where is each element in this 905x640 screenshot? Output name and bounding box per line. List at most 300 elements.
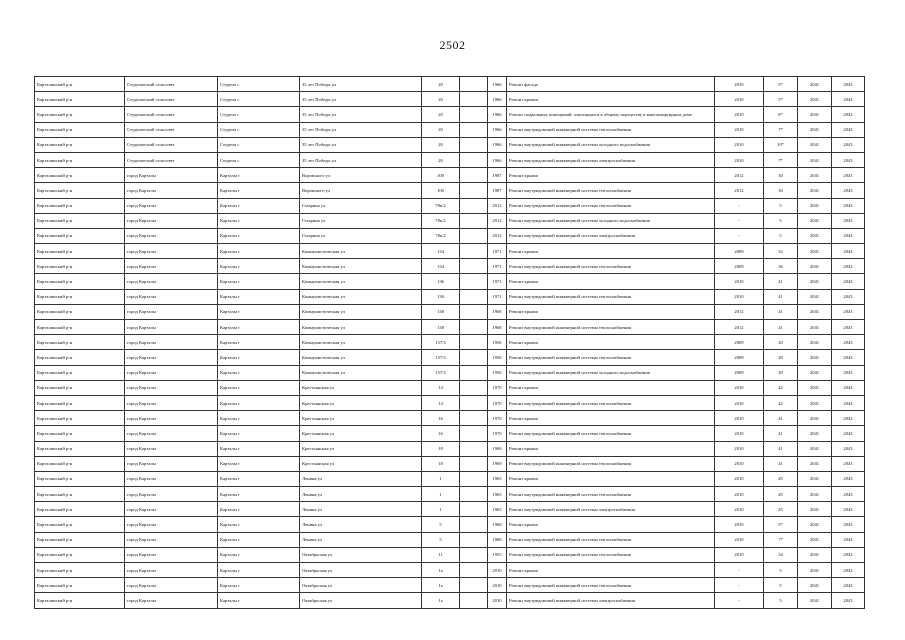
cell-wear-percent: 5 [764,228,798,243]
cell-municipality: город Карталы [125,517,218,532]
page-number: 2502 [439,38,466,52]
cell-locality: Карталы г [218,578,300,593]
cell-build-year: 2012 [488,213,507,228]
cell-plan-start-year: 2041 [798,77,832,92]
cell-last-repair-year: 2010 [715,487,764,502]
cell-house-number: 157/3 [422,365,460,380]
cell-build-year: 1971 [488,289,507,304]
cell-locality: Карталы г [218,274,300,289]
table-body [35,77,865,609]
cell-wear-percent: 36 [764,259,798,274]
cell-house-number: 11 [422,547,460,562]
cell-work-type: Ремонт крыши [507,380,715,395]
cell-locality: Карталы г [218,517,300,532]
cell-work-type: Ремонт внутридомовой инженерной системы теплоснабжения [507,198,715,213]
cell-work-type: Ремонт крыши [507,168,715,183]
cell-locality: Студенч с [218,122,300,137]
cell-last-repair-year: 2010 [715,426,764,441]
cell-locality: Карталы г [218,380,300,395]
cell-municipality: город Карталы [125,547,218,562]
cell-build-year: 1970 [488,411,507,426]
cell-municipality: город Карталы [125,487,218,502]
cell-work-type: Ремонт внутридомовой инженерной системы теплоснабжения [507,350,715,365]
cell-locality: Карталы г [218,320,300,335]
cell-plan-end-year: 2043 [832,350,865,365]
cell-street: Воровского ул [300,168,422,183]
cell-plan-end-year: 2043 [832,244,865,259]
table-row [35,456,865,471]
cell-build-year: 1965 [488,487,507,502]
cell-build-year: 1956 [488,335,507,350]
cell-plan-end-year: 2043 [832,168,865,183]
cell-wear-percent: 5 [764,593,798,608]
table-row [35,77,865,92]
cell-street: Гагарина ул [300,213,422,228]
cell-last-repair-year: 2012 [715,183,764,198]
cell-building [460,517,488,532]
cell-work-type: Ремонт крыши [507,335,715,350]
cell-district: Карталинский р-н [35,441,125,456]
cell-wear-percent: 42 [764,395,798,410]
cell-work-type: Ремонт внутридомовой инженерной системы теплоснабжения [507,532,715,547]
cell-plan-end-year: 2043 [832,365,865,380]
cell-plan-end-year: 2043 [832,380,865,395]
cell-municipality: Студенческий сельсовет [125,122,218,137]
cell-municipality: город Карталы [125,244,218,259]
cell-work-type: Ремонт внутридомовой инженерной системы теплоснабжения [507,487,715,502]
cell-locality: Карталы г [218,289,300,304]
cell-plan-start-year: 2041 [798,228,832,243]
cell-house-number: 14 [422,380,460,395]
cell-last-repair-year: 2010 [715,456,764,471]
cell-build-year: 1971 [488,259,507,274]
cell-plan-start-year: 2041 [798,168,832,183]
cell-municipality: город Карталы [125,304,218,319]
cell-street: Крестьянская ул [300,395,422,410]
cell-locality: Карталы г [218,304,300,319]
cell-plan-end-year: 2043 [832,122,865,137]
cell-house-number: 20 [422,107,460,122]
cell-locality: Карталы г [218,365,300,380]
cell-plan-start-year: 2041 [798,411,832,426]
cell-last-repair-year: 2010 [715,441,764,456]
cell-plan-end-year: 2043 [832,152,865,167]
cell-wear-percent: 7* [764,152,798,167]
cell-plan-start-year: 2041 [798,578,832,593]
table-row [35,107,865,122]
cell-wear-percent: 5 [764,198,798,213]
cell-house-number: 1 [422,471,460,486]
cell-plan-end-year: 2043 [832,228,865,243]
cell-municipality: город Карталы [125,365,218,380]
table-row [35,517,865,532]
cell-district: Карталинский р-н [35,487,125,502]
cell-district: Карталинский р-н [35,517,125,532]
cell-locality: Карталы г [218,395,300,410]
cell-municipality: город Карталы [125,502,218,517]
cell-build-year: 1970 [488,380,507,395]
cell-build-year: 1968 [488,320,507,335]
cell-district: Карталинский р-н [35,547,125,562]
cell-house-number: 16 [422,426,460,441]
table-row [35,487,865,502]
cell-locality: Карталы г [218,487,300,502]
cell-locality: Карталы г [218,547,300,562]
cell-municipality: город Карталы [125,471,218,486]
cell-house-number: 20 [422,137,460,152]
cell-wear-percent: 32 [764,244,798,259]
cell-house-number: 1 [422,487,460,502]
cell-building [460,350,488,365]
cell-building [460,395,488,410]
cell-locality: Карталы г [218,441,300,456]
cell-plan-end-year: 2043 [832,137,865,152]
cell-house-number: 134 [422,244,460,259]
cell-building [460,122,488,137]
cell-municipality: Студенческий сельсовет [125,152,218,167]
cell-last-repair-year: - [715,213,764,228]
cell-work-type: Ремонт подвальных помещений, относящихся к общему имуществу в многоквартирном доме [507,107,715,122]
table-row [35,411,865,426]
cell-street: Коммунистическая ул [300,335,422,350]
cell-work-type: Ремонт крыши [507,244,715,259]
cell-plan-end-year: 2043 [832,77,865,92]
cell-house-number: 78к/2 [422,228,460,243]
cell-district: Карталинский р-н [35,532,125,547]
cell-work-type: Ремонт внутридомовой инженерной системы теплоснабжения [507,183,715,198]
cell-last-repair-year: 2009 [715,350,764,365]
cell-municipality: город Карталы [125,198,218,213]
cell-plan-start-year: 2041 [798,213,832,228]
cell-building [460,578,488,593]
cell-district: Карталинский р-н [35,244,125,259]
cell-building [460,487,488,502]
table-row [35,198,865,213]
cell-district: Карталинский р-н [35,274,125,289]
cell-plan-end-year: 2043 [832,259,865,274]
table-row [35,183,865,198]
cell-locality: Студенч с [218,152,300,167]
cell-work-type: Ремонт крыши [507,411,715,426]
cell-building [460,92,488,107]
cell-last-repair-year: 2010 [715,152,764,167]
cell-work-type: Ремонт внутридомовой инженерной системы теплоснабжения [507,395,715,410]
cell-plan-end-year: 2043 [832,183,865,198]
cell-build-year: 2010 [488,563,507,578]
cell-last-repair-year: 2010 [715,471,764,486]
cell-locality: Карталы г [218,168,300,183]
cell-building [460,365,488,380]
table-row [35,274,865,289]
cell-work-type: Ремонт внутридомовой инженерной системы теплоснабжения [507,547,715,562]
cell-street: Ленина ул [300,517,422,532]
table-row [35,152,865,167]
cell-house-number: 1а [422,578,460,593]
cell-wear-percent: 7* [764,122,798,137]
cell-last-repair-year: 2012 [715,168,764,183]
cell-building [460,259,488,274]
cell-house-number: 20 [422,152,460,167]
cell-street: Крестьянская ул [300,411,422,426]
cell-plan-end-year: 2043 [832,563,865,578]
cell-build-year: 1969 [488,441,507,456]
cell-last-repair-year: 2010 [715,137,764,152]
cell-street: Коммунистическая ул [300,289,422,304]
cell-build-year: 1965 [488,502,507,517]
cell-street: 35 лет Победы ул [300,107,422,122]
table-row [35,122,865,137]
cell-build-year: 1966 [488,107,507,122]
cell-wear-percent: 41 [764,304,798,319]
cell-building [460,213,488,228]
cell-wear-percent: 20 [764,365,798,380]
cell-street: Крестьянская ул [300,441,422,456]
cell-plan-start-year: 2041 [798,426,832,441]
cell-last-repair-year: - [715,578,764,593]
cell-house-number: 18 [422,456,460,471]
cell-district: Карталинский р-н [35,92,125,107]
cell-last-repair-year: - [715,228,764,243]
cell-plan-start-year: 2041 [798,502,832,517]
cell-build-year: 1987 [488,168,507,183]
cell-district: Карталинский р-н [35,259,125,274]
cell-house-number: 20 [422,92,460,107]
cell-street: Крестьянская ул [300,426,422,441]
cell-street: Октябрьская ул [300,563,422,578]
cell-building [460,183,488,198]
cell-wear-percent: 5* [764,92,798,107]
cell-building [460,137,488,152]
cell-municipality: город Карталы [125,289,218,304]
cell-locality: Карталы г [218,259,300,274]
cell-district: Карталинский р-н [35,137,125,152]
cell-build-year: 1965 [488,471,507,486]
table-row [35,380,865,395]
cell-house-number: 100 [422,183,460,198]
cell-municipality: город Карталы [125,168,218,183]
cell-locality: Карталы г [218,198,300,213]
cell-wear-percent: 5 [764,213,798,228]
table-row [35,137,865,152]
cell-locality: Карталы г [218,335,300,350]
cell-last-repair-year: 2009 [715,335,764,350]
cell-house-number: 16 [422,411,460,426]
cell-wear-percent: 8* [764,107,798,122]
cell-wear-percent: 20 [764,335,798,350]
cell-plan-end-year: 2043 [832,198,865,213]
cell-house-number: 18 [422,441,460,456]
cell-building [460,471,488,486]
cell-work-type: Ремонт внутридомовой инженерной системы теплоснабжения [507,320,715,335]
cell-municipality: город Карталы [125,335,218,350]
cell-street: Октябрьская ул [300,593,422,608]
cell-building [460,107,488,122]
cell-plan-end-year: 2043 [832,107,865,122]
cell-plan-end-year: 2043 [832,578,865,593]
cell-last-repair-year: 2010 [715,122,764,137]
cell-locality: Карталы г [218,350,300,365]
cell-plan-end-year: 2043 [832,487,865,502]
cell-wear-percent: 41 [764,426,798,441]
cell-plan-end-year: 2043 [832,502,865,517]
cell-last-repair-year: 2010 [715,92,764,107]
cell-build-year: 1968 [488,532,507,547]
cell-street: Коммунистическая ул [300,304,422,319]
cell-last-repair-year: 2009 [715,259,764,274]
cell-plan-start-year: 2041 [798,365,832,380]
cell-work-type: Ремонт крыши [507,304,715,319]
cell-municipality: Студенческий сельсовет [125,137,218,152]
cell-build-year: 1966 [488,152,507,167]
table-row [35,350,865,365]
table-row [35,259,865,274]
table-row [35,213,865,228]
cell-plan-start-year: 2041 [798,137,832,152]
cell-plan-end-year: 2043 [832,411,865,426]
cell-last-repair-year: 2010 [715,289,764,304]
table-row [35,168,865,183]
table-row [35,289,865,304]
cell-plan-end-year: 2043 [832,395,865,410]
cell-building [460,244,488,259]
cell-last-repair-year: - [715,593,764,608]
cell-wear-percent: 41 [764,441,798,456]
cell-build-year: 1971 [488,244,507,259]
cell-building [460,502,488,517]
cell-build-year: 1987 [488,183,507,198]
cell-wear-percent: 41 [764,456,798,471]
cell-locality: Карталы г [218,426,300,441]
table-row [35,426,865,441]
cell-plan-start-year: 2041 [798,152,832,167]
cell-building [460,77,488,92]
cell-work-type: Ремонт внутридомовой инженерной системы теплоснабжения [507,259,715,274]
cell-locality: Студенч с [218,137,300,152]
cell-district: Карталинский р-н [35,198,125,213]
table-row [35,320,865,335]
cell-last-repair-year: 2010 [715,395,764,410]
cell-municipality: город Карталы [125,228,218,243]
cell-last-repair-year: 2010 [715,502,764,517]
table-row [35,228,865,243]
cell-street: Гагарина ул [300,198,422,213]
cell-building [460,441,488,456]
cell-last-repair-year: 2010 [715,411,764,426]
cell-street: Коммунистическая ул [300,259,422,274]
cell-last-repair-year: 2010 [715,380,764,395]
cell-building [460,426,488,441]
cell-plan-start-year: 2041 [798,517,832,532]
cell-wear-percent: 5* [764,517,798,532]
cell-plan-end-year: 2043 [832,426,865,441]
cell-district: Карталинский р-н [35,456,125,471]
cell-locality: Карталы г [218,244,300,259]
cell-build-year: 2012 [488,228,507,243]
cell-locality: Карталы г [218,183,300,198]
cell-municipality: Студенческий сельсовет [125,92,218,107]
cell-building [460,168,488,183]
cell-plan-end-year: 2043 [832,289,865,304]
cell-work-type: Ремонт внутридомовой инженерной системы теплоснабжения [507,122,715,137]
cell-plan-start-year: 2041 [798,304,832,319]
cell-locality: Студенч с [218,77,300,92]
cell-build-year: 1955 [488,547,507,562]
cell-district: Карталинский р-н [35,563,125,578]
cell-locality: Карталы г [218,563,300,578]
cell-build-year: 1968 [488,304,507,319]
cell-build-year: 1966 [488,92,507,107]
cell-wear-percent: 5 [764,578,798,593]
cell-house-number: 5 [422,517,460,532]
cell-plan-end-year: 2043 [832,92,865,107]
cell-house-number: 136 [422,289,460,304]
cell-building [460,198,488,213]
cell-plan-end-year: 2043 [832,517,865,532]
table-row [35,244,865,259]
cell-municipality: город Карталы [125,411,218,426]
cell-locality: Карталы г [218,502,300,517]
cell-street: 35 лет Победы ул [300,122,422,137]
cell-district: Карталинский р-н [35,578,125,593]
cell-municipality: город Карталы [125,593,218,608]
cell-house-number: 1а [422,593,460,608]
cell-build-year: 2010 [488,593,507,608]
cell-locality: Карталы г [218,532,300,547]
cell-work-type: Ремонт внутридомовой инженерной системы холодного водоснабжения [507,213,715,228]
cell-district: Карталинский р-н [35,183,125,198]
cell-build-year: 1970 [488,395,507,410]
cell-district: Карталинский р-н [35,335,125,350]
cell-build-year: 1956 [488,350,507,365]
cell-street: Коммунистическая ул [300,320,422,335]
cell-street: Коммунистическая ул [300,274,422,289]
cell-plan-start-year: 2041 [798,107,832,122]
cell-plan-end-year: 2043 [832,335,865,350]
cell-plan-start-year: 2041 [798,547,832,562]
cell-street: Гагарина ул [300,228,422,243]
cell-wear-percent: 45 [764,471,798,486]
cell-plan-start-year: 2041 [798,380,832,395]
cell-wear-percent: 45 [764,487,798,502]
cell-wear-percent: 30 [764,168,798,183]
cell-plan-end-year: 2043 [832,593,865,608]
cell-build-year: 1968 [488,517,507,532]
cell-house-number: 157/3 [422,335,460,350]
cell-work-type: Ремонт крыши [507,563,715,578]
cell-last-repair-year: - [715,563,764,578]
cell-last-repair-year: 2010 [715,274,764,289]
cell-district: Карталинский р-н [35,213,125,228]
cell-wear-percent: 34 [764,547,798,562]
cell-plan-start-year: 2041 [798,198,832,213]
cell-plan-end-year: 2043 [832,320,865,335]
cell-work-type: Ремонт внутридомовой инженерной системы электроснабжения [507,228,715,243]
cell-street: Ленина ул [300,487,422,502]
cell-plan-start-year: 2041 [798,593,832,608]
table-row [35,578,865,593]
cell-wear-percent: 45 [764,502,798,517]
cell-district: Карталинский р-н [35,107,125,122]
cell-building [460,593,488,608]
cell-plan-end-year: 2043 [832,274,865,289]
cell-last-repair-year: 2009 [715,365,764,380]
cell-work-type: Ремонт внутридомовой инженерной системы теплоснабжения [507,426,715,441]
table-row [35,547,865,562]
cell-building [460,547,488,562]
cell-plan-end-year: 2043 [832,213,865,228]
table-row [35,441,865,456]
cell-street: Воровского ул [300,183,422,198]
